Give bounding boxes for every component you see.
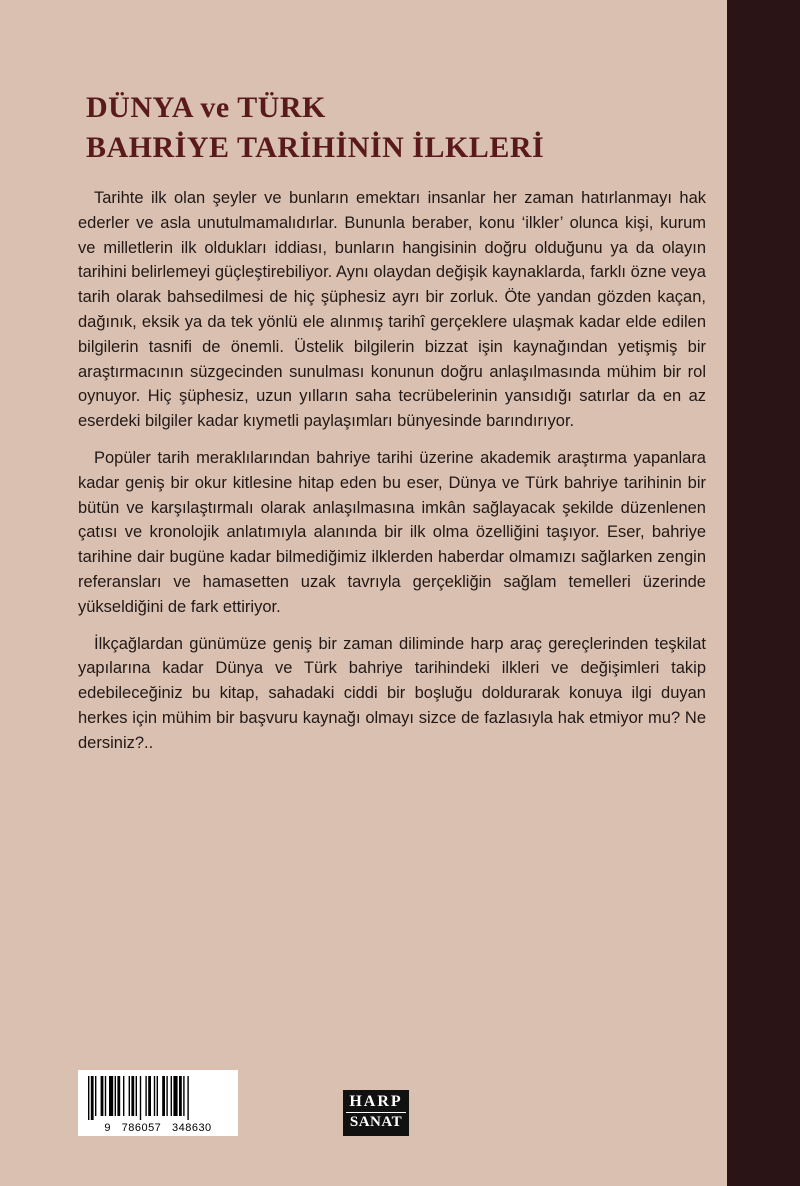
isbn-digits: 9 786057 348630 <box>104 1122 212 1134</box>
barcode-bar <box>117 1076 120 1116</box>
barcode-bar <box>129 1076 130 1116</box>
blurb-paragraph-3: İlkçağlardan günümüze geniş bir zaman diliminde harp araç gereçlerinden teşkilat yapılarına kadar Dünya ve Türk bahriye tarihindeki ilkleri ve değişimleri takip edebileceğiniz bu kitap, sahadaki ciddi bir boşluğu doldurarak konuya ilgi duyan herkes için mühim bir başvuru kaynağı olmayı sizce de fazlasıyla hak etmiyor mu? Ne dersiniz?.. <box>78 634 706 752</box>
book-title <box>86 88 544 168</box>
barcode-bar <box>171 1076 172 1116</box>
barcode-bar <box>131 1076 134 1116</box>
barcode-bar <box>109 1076 113 1116</box>
publisher-logo-line-1: HARP <box>349 1093 403 1110</box>
barcode-bar <box>166 1076 167 1116</box>
publisher-logo-line-2: SANAT <box>349 1114 403 1130</box>
barcode-bar <box>101 1076 104 1116</box>
barcode-bar <box>88 1076 89 1120</box>
book-title-line-2: BAHRİYE TARİHİNİN İLKLERİ <box>86 131 545 164</box>
barcode-bar <box>95 1076 96 1116</box>
barcode-bar <box>179 1076 182 1116</box>
barcode-bar <box>115 1076 116 1116</box>
barcode-bar <box>173 1076 177 1116</box>
barcode-bars <box>88 1076 228 1120</box>
barcode-bar <box>148 1076 151 1116</box>
barcode-bar <box>187 1076 188 1120</box>
book-title-line-1: DÜNYA ve TÜRK <box>86 91 326 124</box>
barcode-bar <box>91 1076 94 1120</box>
barcode-bar <box>140 1076 141 1120</box>
blurb-paragraph-2: Popüler tarih meraklılarından bahriye tarihi üzerine akademik araştırma yapanlara kadar geniş bir okur kitlesine hitap eden bu eser, Dünya ve Türk bahriye tarihinin bir bütün ve karşılaştırmalı olarak anlaşılmasına imkân sağlayacak şekilde düzenlenen çatısı ve kronolojik anlatımıyla alanında bir ilk olma özelliğini taşıyor. Eser, bahriye tarihine dair bugüne kadar bilmediğimiz ilklerden haberdar olmamızı sağlarken zengin referansları ve hamasetten uzak tavrıyla gerçekliğin sağlam temelleri üzerinde yükseldiğini de fark ettiriyor. <box>78 448 706 616</box>
publisher-logo-divider <box>346 1112 406 1113</box>
barcode-bar <box>145 1076 146 1116</box>
barcode-bar <box>162 1076 165 1116</box>
isbn-barcode <box>78 1070 238 1136</box>
barcode-bar <box>123 1076 124 1116</box>
blurb-text <box>78 186 706 768</box>
publisher-logo <box>343 1090 409 1136</box>
book-spine <box>727 0 800 1186</box>
barcode-bar <box>105 1076 106 1116</box>
barcode-bar <box>157 1076 158 1116</box>
blurb-paragraph-1: Tarihte ilk olan şeyler ve bunların emektarı insanlar her zaman hatırlanmayı hak ederler ve asla unutulmamalıdırlar. Bununla beraber, konu ‘ilkler’ olunca kişi, kurum ve milletlerin ilk oldukları iddiası, bunların hangisinin doğru olduğunu ya da olayın tarihini belirlemeyi güçleştirebiliyor. Aynı olaydan değişik kaynaklarda, farklı özne veya tarih olarak bahsedilmesi de hiç şüphesiz ayrı bir zorluk. Öte yandan gözden kaçan, dağınık, eksik ya da tek yönlü ele alınmış tarihî gerçeklere ulaşmak kadar elde edilen bilgilerin tasnifi de önemli. Üstelik bilgilerin bizzat işin kaynağından yetişmiş bir araştırmacının süzgecinden sunulması konunun doğru anlaşılmasında mühim bir rol oynuyor. Hiç şüphesiz, uzun yılların saha tecrübelerinin yansıdığı satırlar da en az eserdeki bilgiler kadar kıymetli paylaşımları bünyesinde barındırıyor. <box>78 189 706 431</box>
barcode-bar <box>183 1076 184 1116</box>
barcode-bar <box>154 1076 155 1116</box>
barcode-bar <box>136 1076 137 1116</box>
